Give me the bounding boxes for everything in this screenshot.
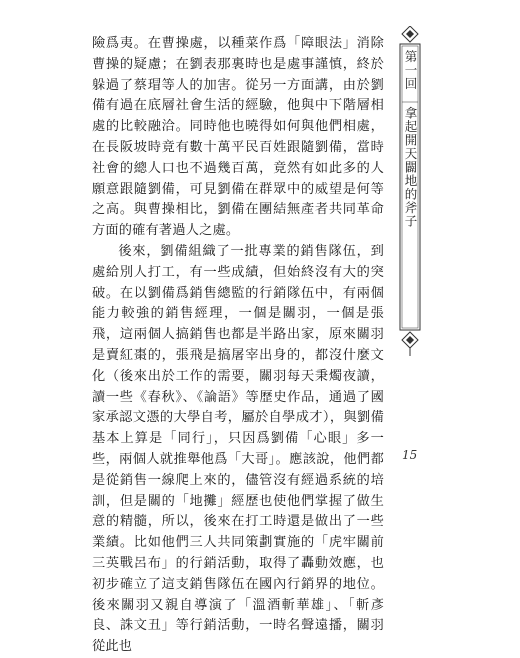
paragraph-1: 險爲夷。在曹操處，以種菜作爲「障眼法」消除曹操的疑慮；在劉表那裏時也是處事謹慎，終於躲過了蔡瑁等人的加害。從另一方面講，由於劉備有過在底層社會生活的經驗，他與中下階層相處的比較融洽。同時他也曉得如何與他們相處，在長阪坡時竟有數十萬平民百姓跟隨劉備，當時社會的總人口也不過幾百萬，竟然有如此多的人願意跟隨劉備，可見劉備在群眾中的威望是何等之高。與曹操相比，劉備在團結無產者共同革命方面的確有著過人之處。 <box>92 36 384 239</box>
banner-text <box>402 50 418 228</box>
body-text <box>92 34 384 658</box>
chapter-banner <box>398 26 422 356</box>
page-number: 15 <box>402 448 418 462</box>
chapter-title: 拿起開天闢地的斧子 <box>403 106 418 228</box>
paragraph-2: 後來，劉備組織了一批專業的銷售隊伍，到處給別人打工，有一些成績，但始終沒有大的突破。在以劉備爲銷售總監的行銷隊伍中，有兩個能力較強的銷售經理，一個是關羽，一個是張飛，這兩個人搞銷售也都是半路出家，原來關羽是賣紅棗的，張飛是搞屠宰出身的，都沒什麼文化（後來出於工作的需要，關羽每天秉燭夜讀，讀一些《春秋》、《論語》等歷史作品，通過了國家承認文憑的大學自考，屬於自學成才），與劉備基本上算是「同行」，只因爲劉備「心眼」多一些，兩個人就推舉他爲「大哥」。應該說，他們都是從銷售一線爬上來的，儘管沒有經過系統的培訓，但是關的「地攤」經歷也使他們掌握了做生意的精髓，所以，後來在打工時還是做出了一些業績。比如他們三人共同策劃實施的「虎牢關前三英戰呂布」的行銷活動，取得了轟動效應，也初步確立了這支銷售隊伍在國內行銷界的地位。後來關羽又親自導演了「溫酒斬華雄」、「斬彥良、誅文丑」等行銷活動，一時名聲遠播，關羽從此也 <box>92 243 384 655</box>
chapter-label: 第一回 <box>403 50 418 91</box>
